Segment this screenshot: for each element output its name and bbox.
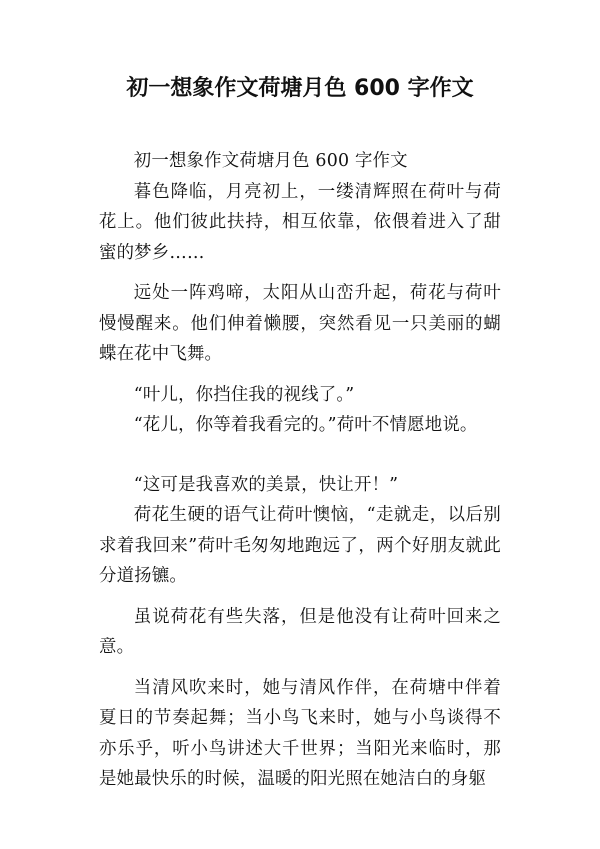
paragraph: 暮色降临，月亮初上，一缕清辉照在荷叶与荷花上。他们彼此扶持，相互依靠，依偎着进入了甜蜜的梦乡…… [99, 181, 501, 263]
paragraph: 当清风吹来时，她与清风作伴，在荷塘中伴着夏日的节奏起舞；当小鸟飞来时，她与小鸟谈得不亦乐乎，听小鸟讲述大千世界；当阳光来临时，那是她最快乐的时候，温暖的阳光照在她洁白的身躯 [99, 677, 501, 789]
paragraph-subtitle: 初一想象作文荷塘月色 600 字作文 [133, 151, 408, 171]
document-body [99, 146, 501, 795]
document-title: 初一想象作文荷塘月色 600 字作文 [126, 76, 474, 101]
paragraph: “这可是我喜欢的美景，快让开！” [133, 474, 399, 495]
paragraph: “叶儿，你挡住我的视线了。” [133, 384, 355, 405]
paragraph: 荷花生硬的语气让荷叶懊恼，“走就走，以后别求着我回来”荷叶毛匆匆地跑远了，两个好朋友就此分道扬镳。 [99, 505, 501, 586]
paragraph: 远处一阵鸡啼，太阳从山峦升起，荷花与荷叶慢慢醒来。他们伸着懒腰，突然看见一只美丽的蝴蝶在花中飞舞。 [99, 283, 501, 364]
paragraph: 虽说荷花有些失落，但是他没有让荷叶回来之意。 [99, 606, 501, 657]
paragraph: “花儿，你等着我看完的。”荷叶不情愿地说。 [133, 415, 478, 435]
